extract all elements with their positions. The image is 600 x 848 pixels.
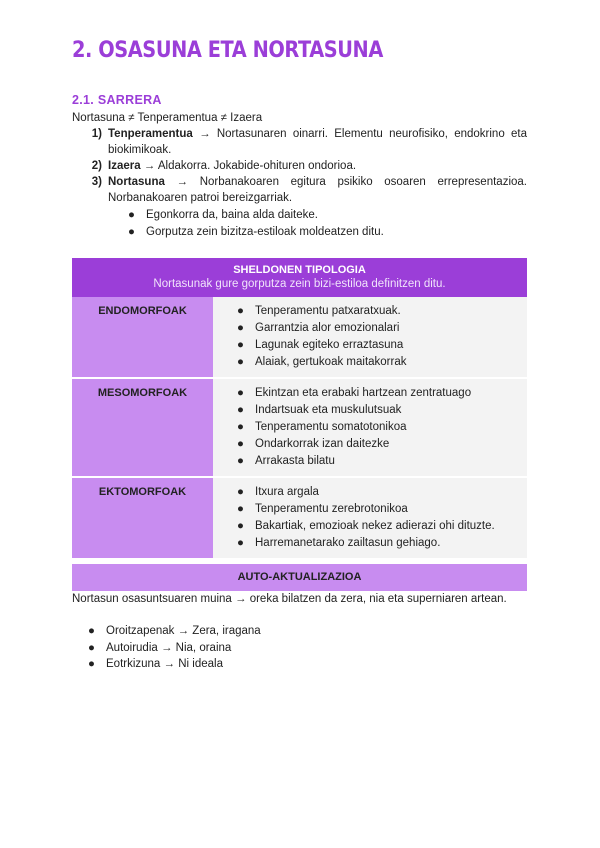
definition-item: [72, 126, 527, 158]
list-item: ● Tenperamentu zerebrotonikoa: [237, 501, 527, 518]
row-category: EKTOMORFOAK: [72, 477, 213, 559]
bullet-icon: ●: [237, 537, 244, 549]
sheldon-table-header: [72, 258, 527, 297]
section-heading: 2.1. SARRERA: [72, 93, 162, 107]
definition-term: Nortasuna: [108, 176, 165, 188]
definition-item: [72, 174, 527, 206]
bullet-icon: ●: [237, 455, 244, 467]
bullet-icon: ●: [237, 305, 244, 317]
list-item: ● Egonkorra da, baina alda daiteke.: [128, 209, 318, 221]
bullet-icon: ●: [88, 658, 95, 670]
list-item: ● Garrantzia alor emozionalari: [237, 320, 527, 337]
sheldon-title: SHELDONEN TIPOLOGIA: [233, 264, 366, 276]
bullet-icon: ●: [237, 503, 244, 515]
definition-number: 2): [91, 160, 102, 172]
auto-aktualizazioa-header: AUTO-AKTUALIZAZIOA: [72, 564, 527, 591]
definition-term: Tenperamentua: [108, 128, 193, 140]
bullet-icon: ●: [237, 520, 244, 532]
bullet-icon: ●: [237, 356, 244, 368]
list-item: ● Ekintzan eta erabaki hartzean zentratuago: [237, 385, 527, 402]
list-item: ● Lagunak egiteko erraztasuna: [237, 337, 527, 354]
intro-line: Nortasuna ≠ Tenperamentua ≠ Izaera: [72, 112, 263, 124]
list-item: ● Arrakasta bilatu: [237, 453, 527, 470]
list-item: ● Tenperamentu patxaratxuak.: [237, 303, 527, 320]
list-item: ● Gorputza zein bizitza-estiloak moldeatzen ditu.: [128, 226, 384, 238]
bullet-icon: ●: [237, 486, 244, 498]
list-item: ● Alaiak, gertukoak maitakorrak: [237, 354, 527, 371]
definition-text: → Aldakorra. Jokabide-ohituren ondorioa.: [140, 160, 357, 172]
bullet-icon: ●: [128, 209, 135, 221]
definition-text: → Norbanakoaren egitura psikiko osoaren errepresentazioa. Norbanakoaren patroi bereizgarriak.: [108, 176, 527, 204]
sheldon-table: [72, 258, 527, 560]
bullet-icon: ●: [237, 438, 244, 450]
bullet-icon: ●: [237, 339, 244, 351]
list-item: ● Eotrkizuna → Ni ideala: [88, 658, 223, 670]
sheldon-subtitle: Nortasunak gure gorputza zein bizi-estiloa definitzen ditu.: [153, 278, 446, 290]
row-category: ENDOMORFOAK: [72, 297, 213, 378]
list-item: ● Itxura argala: [237, 484, 527, 501]
list-item: ● Harremanetarako zailtasun gehiago.: [237, 535, 527, 552]
table-row: [72, 477, 527, 559]
definition-number: 1): [91, 128, 102, 140]
bullet-icon: ●: [237, 404, 244, 416]
page-title: 2. OSASUNA ETA NORTASUNA: [72, 38, 383, 63]
list-item: ● Indartsuak eta muskulutsuak: [237, 402, 527, 419]
bullet-icon: ●: [237, 322, 244, 334]
list-item: ● Ondarkorrak izan daitezke: [237, 436, 527, 453]
definition-text: → Nortasunaren oinarri. Elementu neurofisiko, endokrino eta biokimikoak.: [108, 128, 527, 156]
table-row: [72, 297, 527, 378]
list-item: ● Tenperamentu somatotonikoa: [237, 419, 527, 436]
bullet-icon: ●: [128, 226, 135, 238]
list-item: ● Autoirudia → Nia, oraina: [88, 642, 232, 654]
bullet-icon: ●: [88, 642, 95, 654]
definition-number: 3): [91, 176, 102, 188]
bullet-icon: ●: [237, 421, 244, 433]
row-category: MESOMORFOAK: [72, 378, 213, 477]
definition-term: Izaera: [108, 160, 141, 172]
auto-text: Nortasun osasuntsuaren muina → oreka bilatzen da zera, nia eta superniaren artean.: [72, 593, 507, 605]
definitions-list: [72, 126, 527, 206]
list-item: ● Bakartiak, emozioak nekez adierazi ohi dituzte.: [237, 518, 527, 535]
bullet-icon: ●: [237, 387, 244, 399]
bullet-icon: ●: [88, 625, 95, 637]
list-item: ● Oroitzapenak → Zera, iragana: [88, 625, 261, 637]
table-row: [72, 378, 527, 477]
definition-item: [72, 158, 527, 174]
